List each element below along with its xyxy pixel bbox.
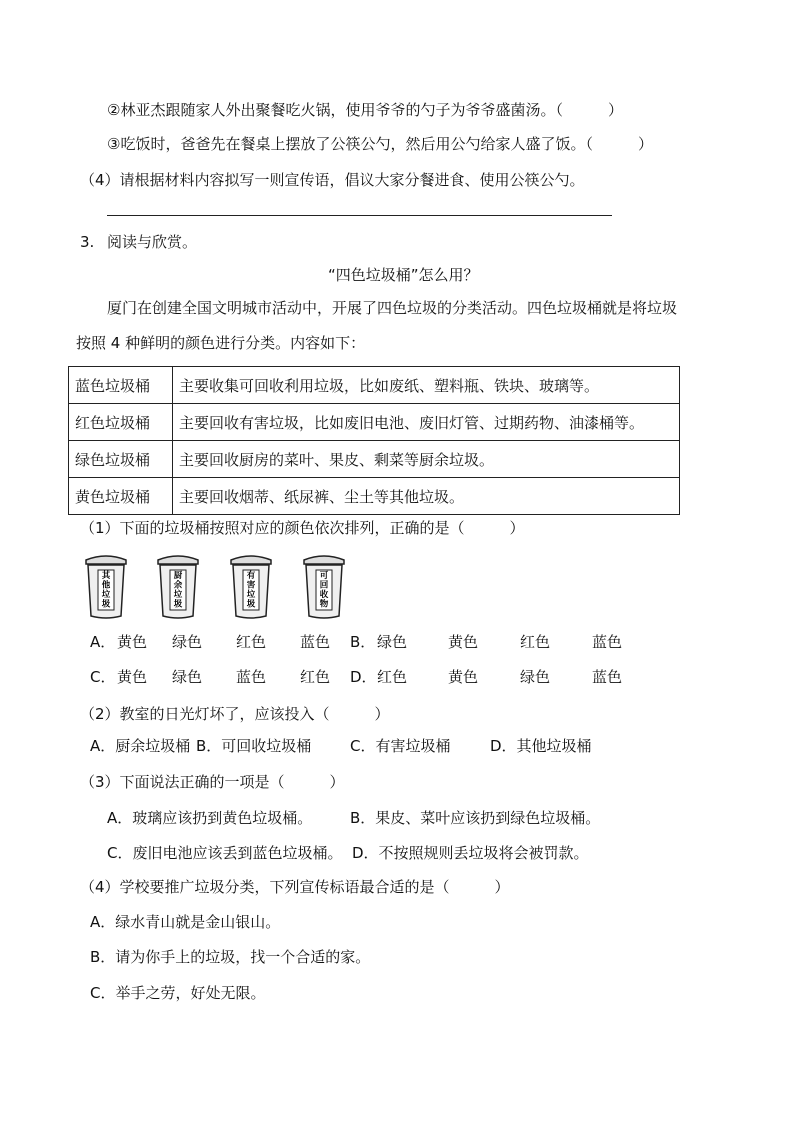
option-b-color-4: 蓝色 — [592, 633, 623, 651]
option-b-color-1: 绿色 — [377, 633, 408, 651]
question-item-3: ③吃饭时，爸爸先在餐桌上摆放了公筷公勺，然后用公勺给家人盛了饭。（ ） — [107, 135, 653, 153]
sub3-option-a: A．玻璃应该扔到黄色垃圾桶。 — [107, 809, 313, 827]
table-row — [69, 478, 680, 515]
sub3-option-c: C．废旧电池应该丢到蓝色垃圾桶。 — [107, 844, 343, 862]
sub3-option-b: B．果皮、菜叶应该扔到绿色垃圾桶。 — [350, 809, 601, 827]
option-c-color-1: 黄色 — [117, 668, 148, 686]
bin-name: 黄色垃圾桶 — [69, 478, 173, 515]
sub1-question: （1）下面的垃圾桶按照对应的颜色依次排列，正确的是（ ） — [80, 519, 525, 537]
bin-char: 圾 — [173, 599, 183, 610]
bin-label-2 — [174, 570, 183, 610]
answer-blank-line — [107, 215, 612, 216]
bin-char: 收 — [319, 590, 329, 600]
passage-line-1: 厦门在创建全国文明城市活动中，开展了四色垃圾的分类活动。四色垃圾桶就是将垃圾 — [107, 299, 678, 317]
question-item-4: （4）请根据材料内容拟写一则宣传语，倡议大家分餐进食、使用公筷公勺。 — [80, 171, 585, 189]
bin-char: 圾 — [101, 599, 111, 610]
option-c-color-3: 蓝色 — [236, 668, 267, 686]
option-c-label: C． — [90, 668, 116, 686]
bin-char: 有 — [246, 571, 256, 581]
trash-bin-icon-1 — [82, 552, 130, 620]
option-a-color-4: 蓝色 — [300, 633, 331, 651]
sub4-option-b: B．请为你手上的垃圾，找一个合适的家。 — [90, 948, 371, 966]
sub2-option-d: D．其他垃圾桶 — [490, 737, 592, 755]
option-d-color-1: 红色 — [377, 668, 408, 686]
bin-label-3 — [247, 570, 256, 610]
bin-desc: 主要回收烟蒂、纸尿裤、尘土等其他垃圾。 — [173, 478, 680, 515]
sub4-option-a: A．绿水青山就是金山银山。 — [90, 913, 281, 931]
option-b-color-2: 黄色 — [448, 633, 479, 651]
bin-char: 物 — [319, 599, 329, 610]
sub2-option-b: B．可回收垃圾桶 — [196, 737, 312, 755]
bin-name: 红色垃圾桶 — [69, 404, 173, 441]
bin-char: 垃 — [101, 590, 111, 600]
bin-desc: 主要回收有害垃圾，比如废旧电池、废旧灯管、过期药物、油漆桶等。 — [173, 404, 680, 441]
bin-char: 圾 — [246, 599, 256, 610]
bin-char: 垃 — [173, 590, 183, 600]
bin-char: 他 — [101, 580, 111, 591]
section-heading: 阅读与欣赏。 — [107, 233, 198, 251]
trash-bins-illustration — [82, 552, 354, 622]
table-row — [69, 367, 680, 404]
sub4-question: （4）学校要推广垃圾分类，下列宣传标语最合适的是（ ） — [80, 878, 510, 896]
bin-desc: 主要回收厨房的菜叶、果皮、剩菜等厨余垃圾。 — [173, 441, 680, 478]
bin-name: 绿色垃圾桶 — [69, 441, 173, 478]
table-row — [69, 441, 680, 478]
sub3-option-d: D．不按照规则丢垃圾将会被罚款。 — [352, 844, 589, 862]
bin-char: 其 — [101, 571, 111, 581]
option-c-color-4: 红色 — [300, 668, 331, 686]
bin-label-1 — [102, 570, 111, 610]
option-a-label: A． — [90, 633, 116, 651]
section-number: 3. — [80, 233, 95, 251]
sub2-option-a: A．厨余垃圾桶 — [90, 737, 191, 755]
passage-title: “四色垃圾桶”怎么用？ — [328, 266, 479, 284]
option-a-color-2: 绿色 — [172, 633, 203, 651]
bin-desc: 主要收集可回收利用垃圾，比如废纸、塑料瓶、铁块、玻璃等。 — [173, 367, 680, 404]
question-item-2: ②林亚杰跟随家人外出聚餐吃火锅，使用爷爷的勺子为爷爷盛菌汤。（ ） — [107, 101, 623, 119]
option-d-color-3: 绿色 — [520, 668, 551, 686]
bin-char: 余 — [173, 580, 183, 591]
bin-info-table — [68, 366, 680, 515]
bin-name: 蓝色垃圾桶 — [69, 367, 173, 404]
table-row — [69, 404, 680, 441]
bin-char: 垃 — [246, 590, 256, 600]
passage-line-2: 按照 4 种鲜明的颜色进行分类。内容如下： — [76, 334, 366, 352]
bin-char: 可 — [319, 571, 329, 581]
trash-bin-icon-3 — [227, 552, 275, 620]
sub2-option-c: C．有害垃圾桶 — [350, 737, 451, 755]
trash-bin-icon-4 — [300, 552, 348, 620]
sub2-question: （2）教室的日光灯坏了，应该投入（ ） — [80, 705, 390, 723]
bin-char: 害 — [246, 580, 256, 591]
sub4-option-c: C．举手之劳，好处无限。 — [90, 984, 266, 1002]
option-b-color-3: 红色 — [520, 633, 551, 651]
sub3-question: （3）下面说法正确的一项是（ ） — [80, 773, 345, 791]
option-b-label: B． — [350, 633, 376, 651]
bin-char: 厨 — [173, 571, 183, 581]
option-d-color-4: 蓝色 — [592, 668, 623, 686]
option-d-label: D． — [350, 668, 377, 686]
option-a-color-1: 黄色 — [117, 633, 148, 651]
trash-bin-icon-2 — [154, 552, 202, 620]
option-d-color-2: 黄色 — [448, 668, 479, 686]
option-c-color-2: 绿色 — [172, 668, 203, 686]
bin-char: 回 — [319, 580, 329, 591]
option-a-color-3: 红色 — [236, 633, 267, 651]
bin-label-4 — [320, 570, 329, 610]
